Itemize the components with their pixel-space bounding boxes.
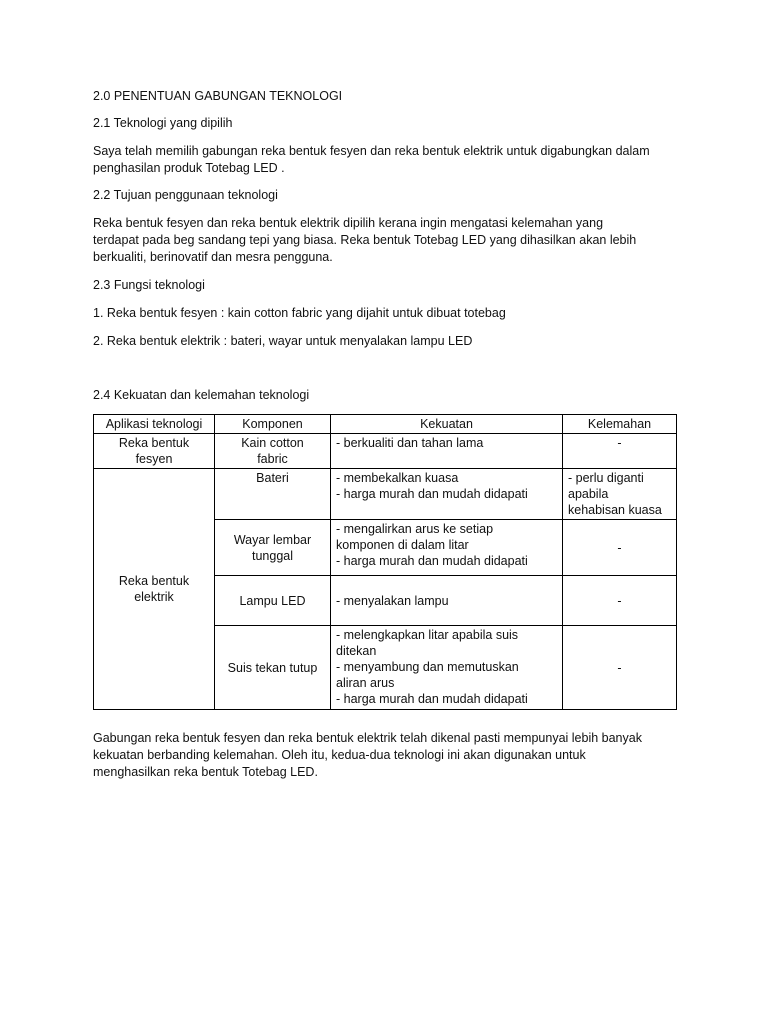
cell-line: - perlu diganti bbox=[568, 471, 644, 485]
cell-kelemahan bbox=[563, 626, 677, 710]
fungsi-item-2: 2. Reka bentuk elektrik : bateri, wayar untuk menyalakan lampu LED bbox=[93, 334, 473, 348]
cell-line: komponen di dalam litar bbox=[336, 538, 469, 552]
cell-line: fabric bbox=[257, 452, 288, 466]
cell-line: - bbox=[617, 436, 622, 450]
cell-line: ditekan bbox=[336, 644, 377, 658]
header-aplikasi: Aplikasi teknologi bbox=[94, 415, 215, 434]
cell-aplikasi-fesyen bbox=[94, 434, 215, 469]
cell-kelemahan bbox=[563, 520, 677, 576]
cell-kelemahan bbox=[563, 469, 677, 520]
section-2-3-title: 2.3 Fungsi teknologi bbox=[93, 278, 205, 292]
header-kekuatan: Kekuatan bbox=[331, 415, 563, 434]
text-line: penghasilan produk Totebag LED . bbox=[93, 161, 285, 175]
section-2-1-body bbox=[93, 143, 683, 177]
cell-line: - melengkapkan litar apabila suis bbox=[336, 628, 519, 642]
strength-weakness-table bbox=[93, 414, 677, 710]
text-line: Reka bentuk fesyen dan reka bentuk elektrik dipilih kerana ingin mengatasi kelemahan yang bbox=[93, 216, 604, 230]
cell-komponen bbox=[215, 520, 331, 576]
cell-line: - menyalakan lampu bbox=[336, 593, 449, 608]
cell-kekuatan bbox=[331, 626, 563, 710]
cell-line: aliran arus bbox=[336, 676, 395, 690]
cell-kelemahan bbox=[563, 434, 677, 469]
cell-komponen bbox=[215, 576, 331, 626]
cell-komponen bbox=[215, 434, 331, 469]
cell-kekuatan bbox=[331, 520, 563, 576]
cell-line: Reka bentuk bbox=[118, 436, 190, 450]
cell-line: apabila bbox=[568, 487, 609, 501]
section-2-4-title: 2.4 Kekuatan dan kelemahan teknologi bbox=[93, 388, 310, 402]
cell-line: - harga murah dan mudah didapati bbox=[336, 487, 528, 501]
cell-line: - bbox=[617, 540, 622, 555]
header-komponen: Komponen bbox=[215, 415, 331, 434]
cell-kelemahan bbox=[563, 576, 677, 626]
cell-line: - bbox=[617, 593, 622, 608]
cell-line: - menyambung dan memutuskan bbox=[336, 660, 519, 674]
text-line: menghasilkan reka bentuk Totebag LED. bbox=[93, 765, 318, 779]
text-line: terdapat pada beg sandang tepi yang biasa. Reka bentuk Totebag LED yang dihasilkan akan lebih bbox=[93, 233, 637, 247]
cell-line: tunggal bbox=[251, 548, 293, 563]
header-kelemahan: Kelemahan bbox=[563, 415, 677, 434]
cell-aplikasi-elektrik bbox=[94, 469, 215, 710]
cell-line: - harga murah dan mudah didapati bbox=[336, 554, 528, 568]
cell-line: - harga murah dan mudah didapati bbox=[336, 692, 528, 706]
cell-line: elektrik bbox=[134, 590, 174, 604]
cell-line: Bateri bbox=[256, 471, 289, 485]
cell-line: - bbox=[617, 660, 622, 675]
cell-line: - membekalkan kuasa bbox=[336, 471, 459, 485]
cell-line: - mengalirkan arus ke setiap bbox=[336, 522, 494, 536]
cell-line: fesyen bbox=[135, 452, 173, 466]
table-row bbox=[94, 469, 677, 520]
conclusion-paragraph bbox=[93, 730, 683, 781]
text-line: Saya telah memilih gabungan reka bentuk fesyen dan reka bentuk elektrik untuk digabungkan dalam bbox=[93, 144, 650, 158]
cell-line: Kain cotton bbox=[241, 436, 304, 450]
table-header-row bbox=[94, 415, 677, 434]
cell-kekuatan bbox=[331, 434, 563, 469]
cell-line: Wayar lembar bbox=[233, 532, 312, 547]
text-line: berkualiti, berinovatif dan mesra pengguna. bbox=[93, 250, 333, 264]
fungsi-item-1: 1. Reka bentuk fesyen : kain cotton fabric yang dijahit untuk dibuat totebag bbox=[93, 306, 506, 320]
cell-line: - berkualiti dan tahan lama bbox=[336, 436, 484, 450]
text-line: Gabungan reka bentuk fesyen dan reka bentuk elektrik telah dikenal pasti mempunyai lebih banyak bbox=[93, 731, 642, 745]
cell-kekuatan bbox=[331, 469, 563, 520]
cell-line: kehabisan kuasa bbox=[568, 503, 662, 517]
table-row bbox=[94, 434, 677, 469]
cell-line: Suis tekan tutup bbox=[227, 660, 318, 675]
text-line: kekuatan berbanding kelemahan. Oleh itu, kedua-dua teknologi ini akan digunakan untuk bbox=[93, 748, 586, 762]
cell-kekuatan bbox=[331, 576, 563, 626]
section-2-1-title: 2.1 Teknologi yang dipilih bbox=[93, 116, 233, 130]
cell-komponen bbox=[215, 469, 331, 520]
cell-komponen bbox=[215, 626, 331, 710]
section-2-2-title: 2.2 Tujuan penggunaan teknologi bbox=[93, 188, 278, 202]
section-2-2-body bbox=[93, 215, 683, 266]
section-heading: 2.0 PENENTUAN GABUNGAN TEKNOLOGI bbox=[93, 89, 343, 103]
cell-line: Reka bentuk bbox=[118, 574, 190, 588]
cell-line: Lampu LED bbox=[239, 593, 306, 608]
